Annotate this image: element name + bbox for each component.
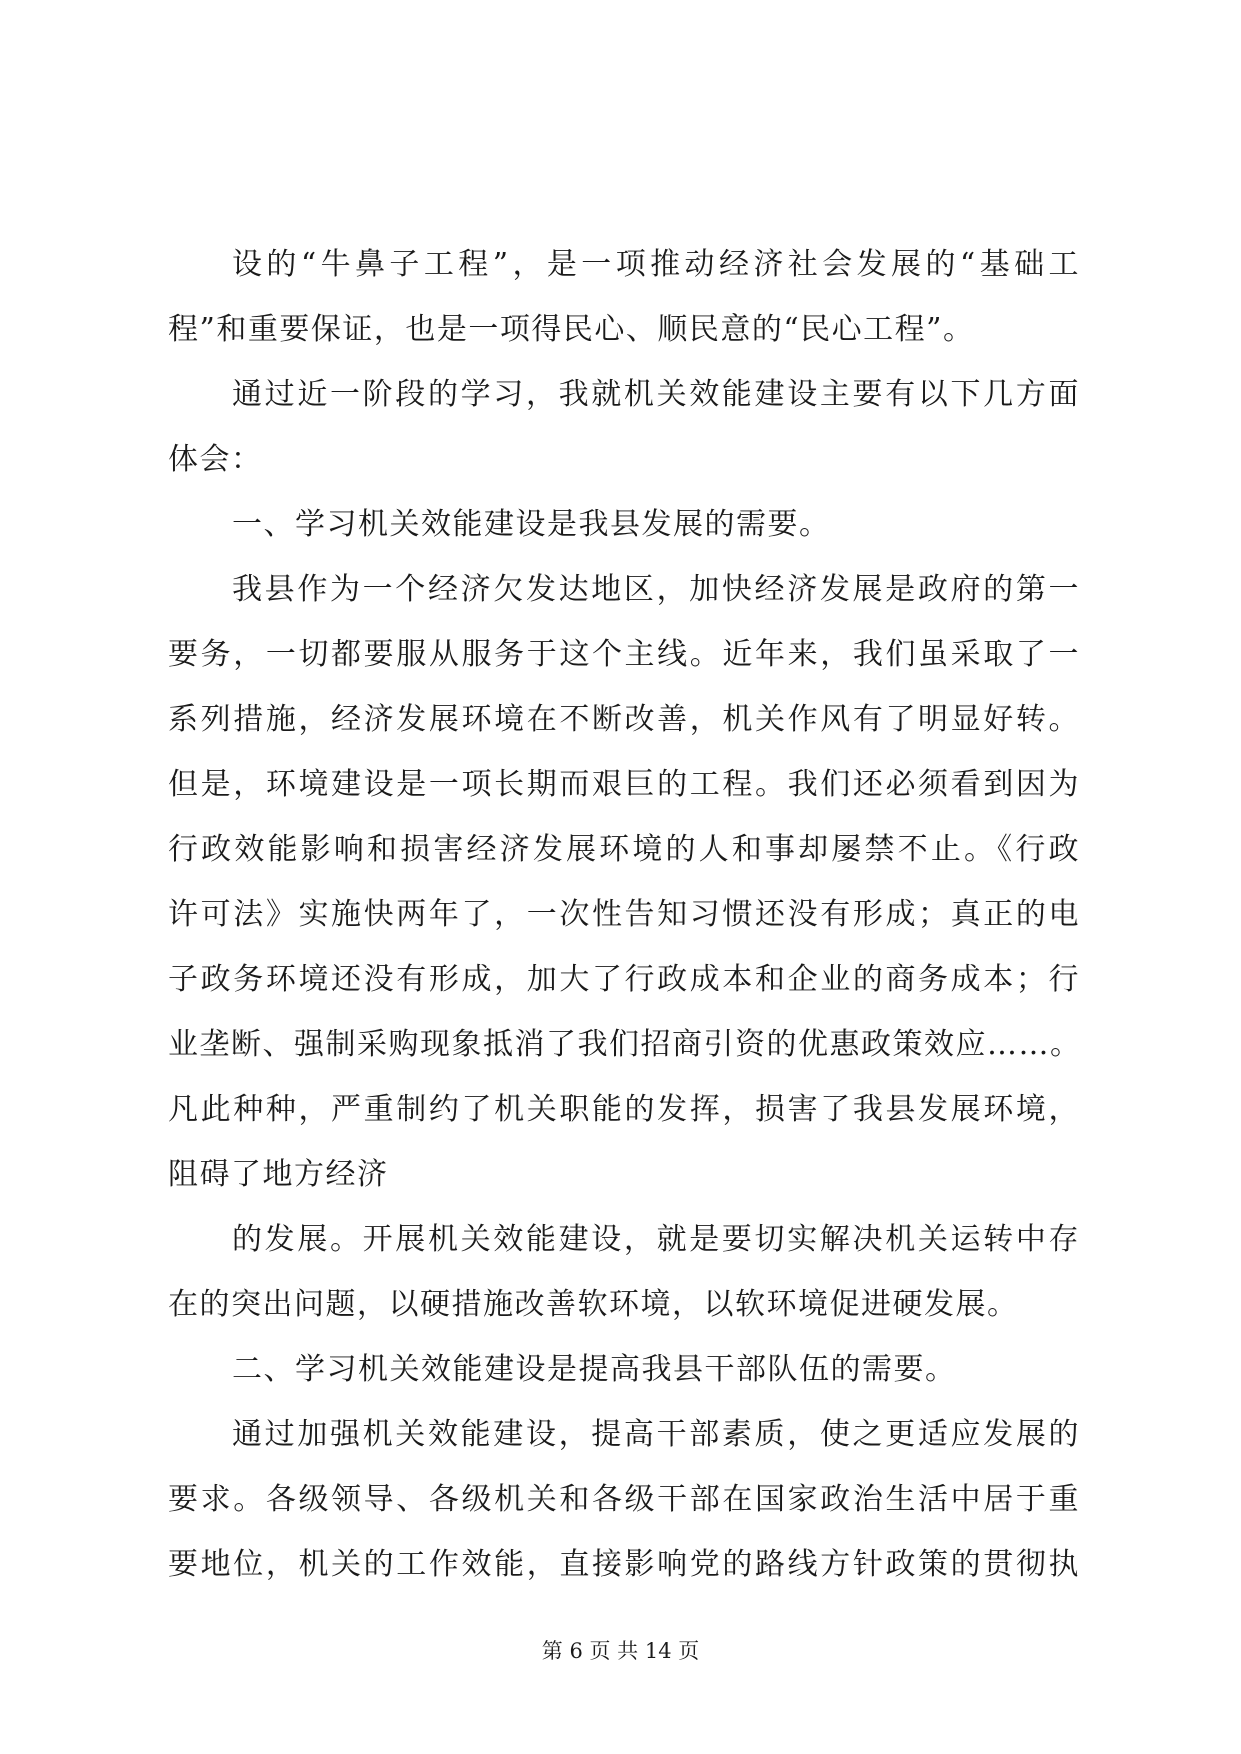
text-line: 阻碍了地方经济	[168, 1157, 389, 1192]
text-line: 行政效能影响和损害经济发展环境的人和事却屡禁不止。《行政	[168, 832, 1080, 867]
text-line: 我县作为一个经济欠发达地区，加快经济发展是政府的第一	[232, 572, 1080, 607]
text-line: 要求。各级领导、各级机关和各级干部在国家政治生活中居于重	[168, 1482, 1080, 1517]
text-line: 设的“牛鼻子工程”，是一项推动经济社会发展的“基础工	[232, 247, 1080, 282]
text-line: 要地位，机关的工作效能，直接影响党的路线方针政策的贯彻执	[168, 1547, 1080, 1582]
text-line: 凡此种种，严重制约了机关职能的发挥，损害了我县发展环境，	[168, 1092, 1080, 1127]
section-heading: 二、学习机关效能建设是提高我县干部队伍的需要。	[232, 1352, 957, 1387]
text-line: 通过近一阶段的学习，我就机关效能建设主要有以下几方面	[232, 377, 1080, 412]
text-line: 程”和重要保证，也是一项得民心、顺民意的“民心工程”。	[168, 312, 975, 347]
document-body	[168, 232, 1080, 1597]
text-line: 要务，一切都要服从服务于这个主线。近年来，我们虽采取了一	[168, 637, 1080, 672]
text-line: 系列措施，经济发展环境在不断改善，机关作风有了明显好转。	[168, 702, 1080, 737]
text-line: 业垄断、强制采购现象抵消了我们招商引资的优惠政策效应……。	[168, 1027, 1082, 1062]
page-footer: 第 6 页 共 14 页	[541, 1639, 700, 1663]
text-line: 许可法》实施快两年了，一次性告知习惯还没有形成；真正的电	[168, 897, 1080, 932]
text-line: 的发展。开展机关效能建设，就是要切实解决机关运转中存	[232, 1222, 1080, 1257]
text-line: 体会：	[168, 442, 263, 477]
section-heading: 一、学习机关效能建设是我县发展的需要。	[232, 507, 831, 542]
text-line: 但是，环境建设是一项长期而艰巨的工程。我们还必须看到因为	[168, 767, 1080, 802]
text-line: 通过加强机关效能建设，提高干部素质，使之更适应发展的	[232, 1417, 1080, 1452]
text-line: 子政务环境还没有形成，加大了行政成本和企业的商务成本；行	[168, 962, 1080, 997]
text-line: 在的突出问题，以硬措施改善软环境，以软环境促进硬发展。	[168, 1287, 1019, 1322]
